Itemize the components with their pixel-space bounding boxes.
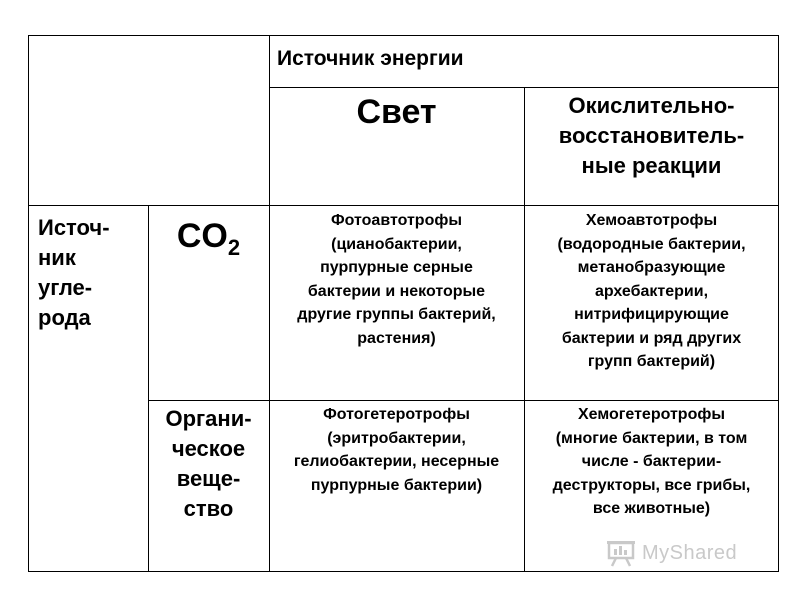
photoautotrophs-cell: Фотоавтотрофы (цианобактерии, пурпурные серные бактерии и некоторые другие группы бактерий, растения): [297, 212, 496, 347]
chemoautotrophs-cell: Хемоавтотрофы (водородные бактерии, метанобразующие архебактерии, нитрифицирующие бактерии и ряд других групп бактерий): [557, 212, 746, 370]
carbon-source-label: Источ- ник угле- рода: [38, 215, 110, 330]
presentation-board-icon: [606, 539, 636, 567]
organic-matter-label: Органи- ческое веще- ство: [165, 406, 252, 521]
light-header: Свет: [356, 93, 437, 131]
co2-text: CO: [176, 217, 228, 255]
co2-subscript: 2: [227, 234, 241, 260]
myshared-watermark: [606, 538, 737, 568]
co2-label: [148, 205, 269, 400]
energy-source-header: Источник энергии: [277, 47, 464, 70]
watermark-text: MyShared: [642, 541, 738, 564]
photoheterotrophs-cell: Фотогетеротрофы (эритробактерии, гелиобактерии, несерные пурпурные бактерии): [293, 406, 500, 494]
chemoheterotrophs-cell: Хемогетеротрофы (многие бактерии, в том числе - бактерии- деструкторы, все грибы, все животные): [552, 406, 751, 517]
redox-header: Окислительно- восстановитель- ные реакции: [558, 93, 745, 178]
